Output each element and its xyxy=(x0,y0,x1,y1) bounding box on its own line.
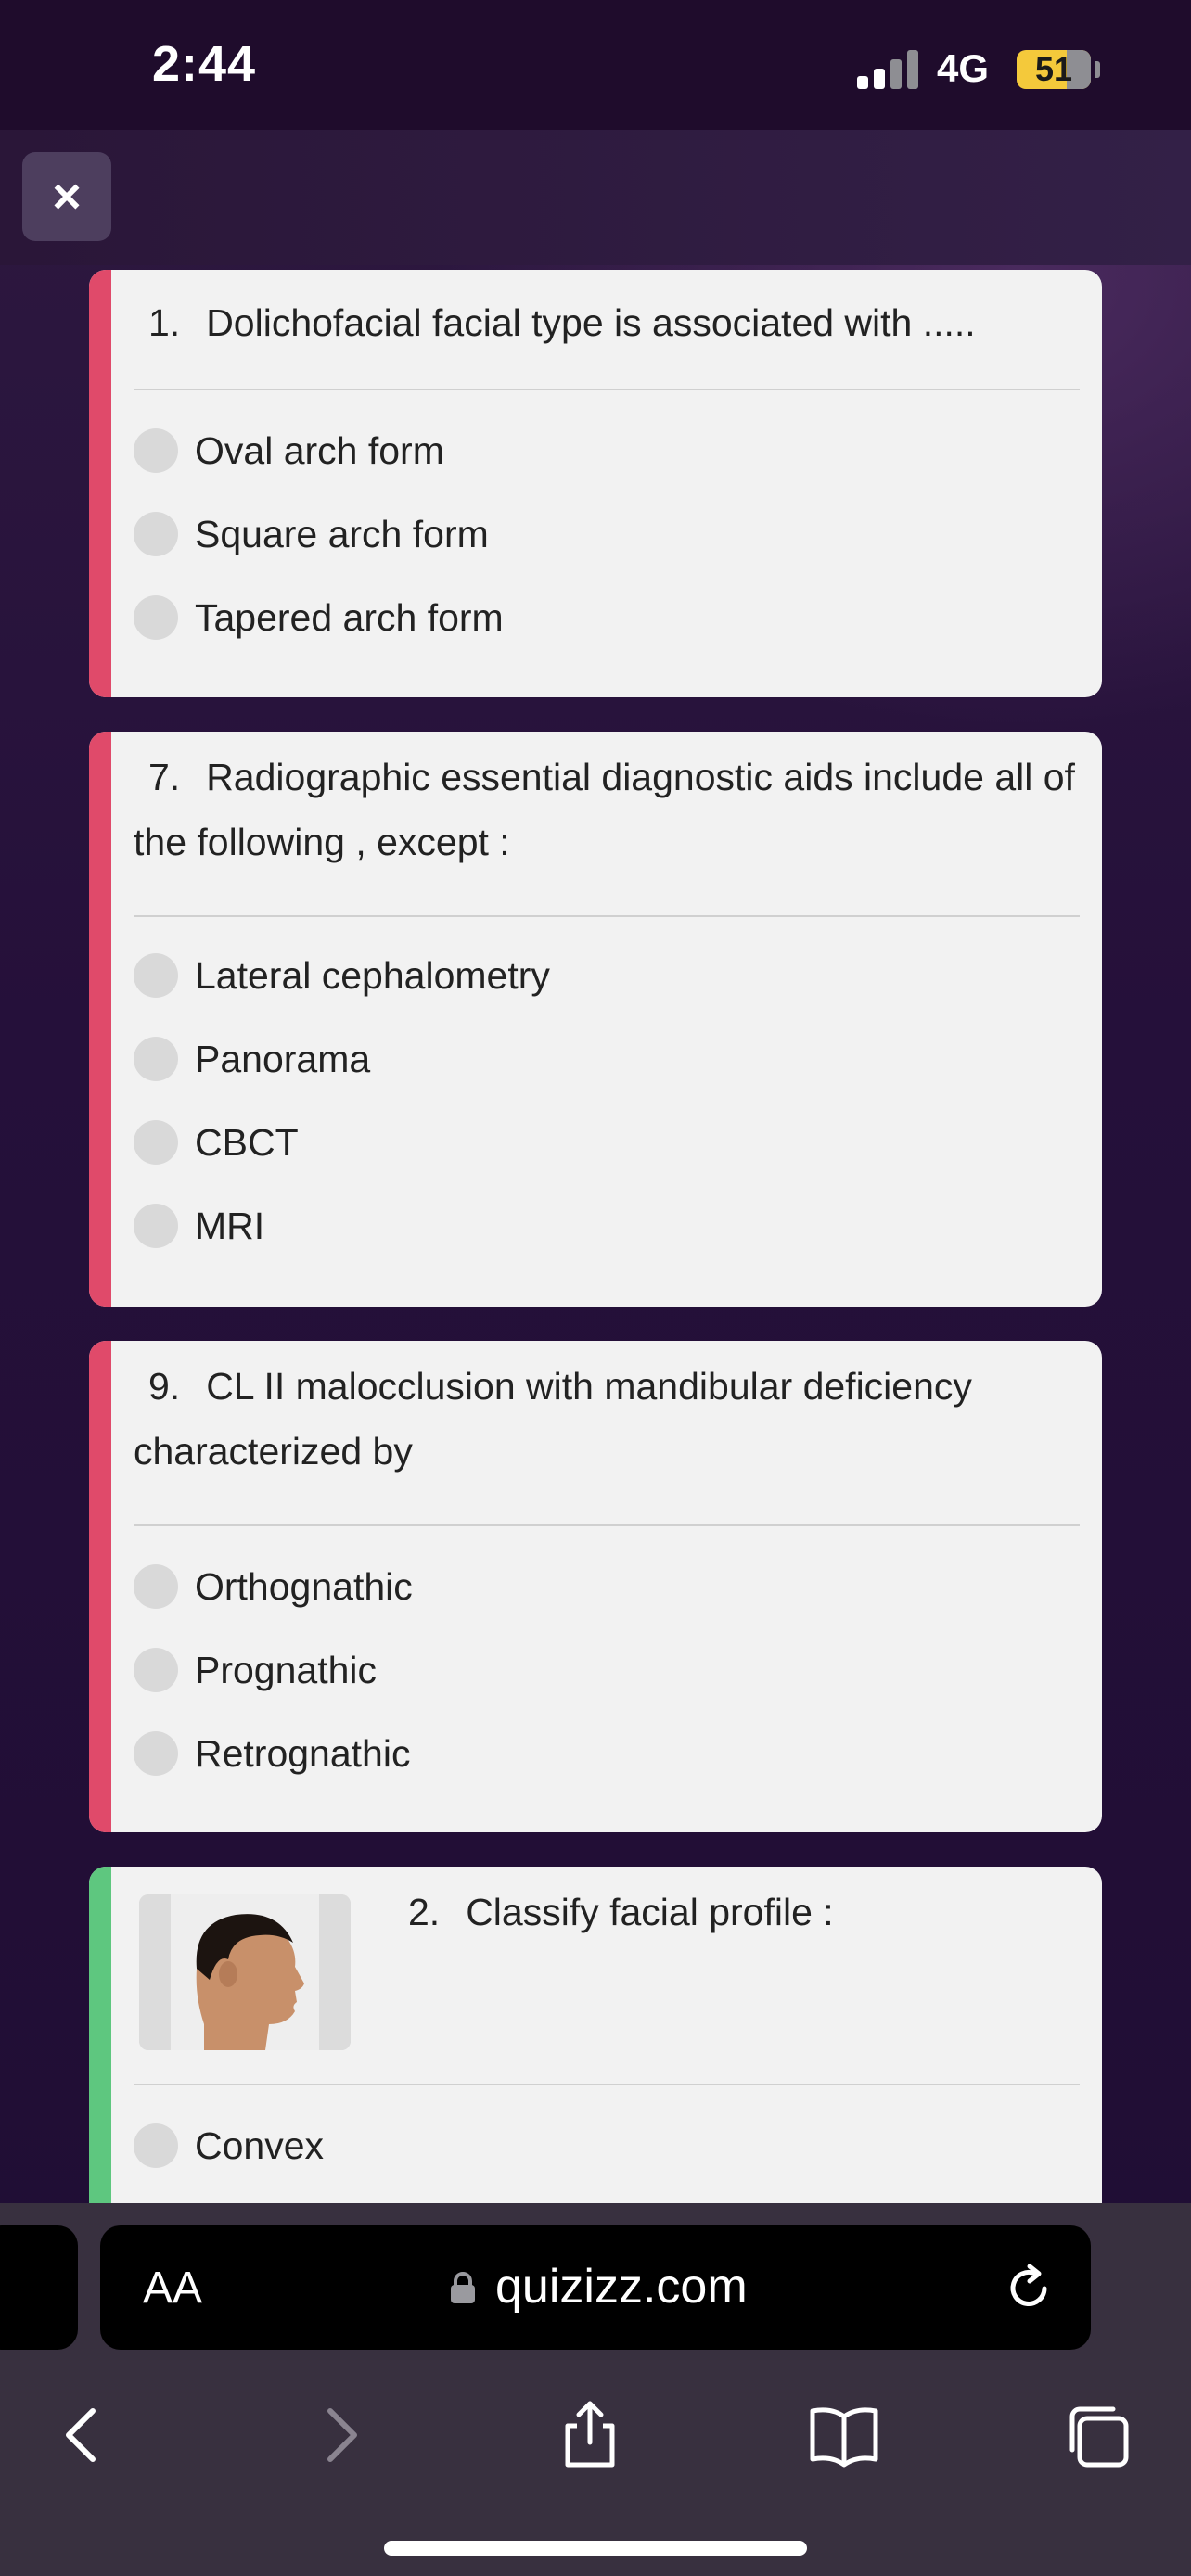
option-label: Prognathic xyxy=(195,1648,378,1691)
previous-tab-preview[interactable] xyxy=(0,2225,78,2350)
status-time: 2:44 xyxy=(152,36,257,92)
url-text[interactable]: quizizz.com xyxy=(495,2260,748,2314)
question-label: Classify facial profile : xyxy=(466,1891,834,1933)
question-text xyxy=(134,1354,1080,1484)
option-label: MRI xyxy=(195,1204,265,1247)
browser-toolbar xyxy=(0,2203,1191,2576)
reload-icon[interactable] xyxy=(1002,2261,1056,2315)
address-bar[interactable] xyxy=(100,2225,1091,2350)
question-card xyxy=(89,270,1102,697)
option-label: Tapered arch form xyxy=(195,595,504,639)
incorrect-stripe xyxy=(89,732,111,1307)
question-number: 9. xyxy=(148,1365,181,1408)
radio-icon xyxy=(134,2123,178,2168)
status-bar xyxy=(0,0,1191,130)
answer-option[interactable] xyxy=(134,1119,299,1166)
battery-level: 51 xyxy=(1034,50,1073,88)
radio-icon xyxy=(134,1648,178,1692)
radio-icon xyxy=(134,1564,178,1609)
option-label: Retrognathic xyxy=(195,1731,411,1775)
battery-icon xyxy=(1017,50,1091,89)
share-icon[interactable] xyxy=(553,2398,627,2472)
answer-option[interactable] xyxy=(134,2123,324,2169)
answer-option[interactable] xyxy=(134,594,504,641)
tabs-icon[interactable] xyxy=(1061,2398,1135,2472)
option-label: Orthognathic xyxy=(195,1564,413,1608)
question-card xyxy=(89,732,1102,1307)
face-profile-image xyxy=(139,1894,351,2050)
profile-photo[interactable] xyxy=(139,1894,351,2050)
divider xyxy=(134,1524,1080,1526)
question-text xyxy=(393,1880,1080,1945)
question-card xyxy=(89,1341,1102,1832)
radio-icon xyxy=(134,1204,178,1248)
quiz-header xyxy=(0,130,1191,265)
forward-icon[interactable] xyxy=(302,2398,377,2472)
network-type: 4G xyxy=(937,46,990,90)
lock-icon xyxy=(449,2272,477,2303)
question-number: 1. xyxy=(148,301,181,344)
divider xyxy=(134,389,1080,390)
answer-option[interactable] xyxy=(134,1203,264,1249)
radio-icon xyxy=(134,512,178,556)
answer-option[interactable] xyxy=(134,952,550,999)
answer-option[interactable] xyxy=(134,1647,377,1693)
option-label: Convex xyxy=(195,2123,325,2167)
back-icon[interactable] xyxy=(46,2398,121,2472)
question-card xyxy=(89,1867,1102,2238)
divider xyxy=(134,2084,1080,2085)
question-text xyxy=(134,290,1080,355)
radio-icon xyxy=(134,428,178,473)
answer-option[interactable] xyxy=(134,1563,413,1610)
radio-icon xyxy=(134,595,178,640)
option-label: Oval arch form xyxy=(195,428,444,472)
option-label: Panorama xyxy=(195,1037,371,1080)
question-text xyxy=(134,745,1080,874)
radio-icon xyxy=(134,1731,178,1776)
close-icon: × xyxy=(52,169,82,224)
divider xyxy=(134,915,1080,917)
question-number: 7. xyxy=(148,756,181,798)
signal-icon xyxy=(857,50,920,89)
question-label: CL II malocclusion with mandibular deficiency characterized by xyxy=(134,1365,972,1473)
battery-tip xyxy=(1095,61,1100,78)
radio-icon xyxy=(134,1037,178,1081)
incorrect-stripe xyxy=(89,270,111,697)
text-size-button[interactable]: AA xyxy=(143,2264,203,2313)
question-number: 2. xyxy=(408,1891,441,1933)
close-button[interactable] xyxy=(22,152,111,241)
bookmarks-icon[interactable] xyxy=(807,2398,881,2472)
answer-option[interactable] xyxy=(134,511,489,557)
home-indicator[interactable] xyxy=(384,2541,807,2556)
answer-option[interactable] xyxy=(134,427,444,474)
answer-option[interactable] xyxy=(134,1036,370,1082)
question-label: Radiographic essential diagnostic aids include all of the following , except : xyxy=(134,756,1075,863)
question-label: Dolichofacial facial type is associated with ..... xyxy=(206,301,976,344)
answer-option[interactable] xyxy=(134,1730,410,1777)
option-label: Lateral cephalometry xyxy=(195,953,550,997)
radio-icon xyxy=(134,1120,178,1165)
option-label: CBCT xyxy=(195,1120,299,1164)
correct-stripe xyxy=(89,1867,111,2238)
radio-icon xyxy=(134,953,178,998)
option-label: Square arch form xyxy=(195,512,489,555)
incorrect-stripe xyxy=(89,1341,111,1832)
navigation-row xyxy=(0,2370,1191,2491)
